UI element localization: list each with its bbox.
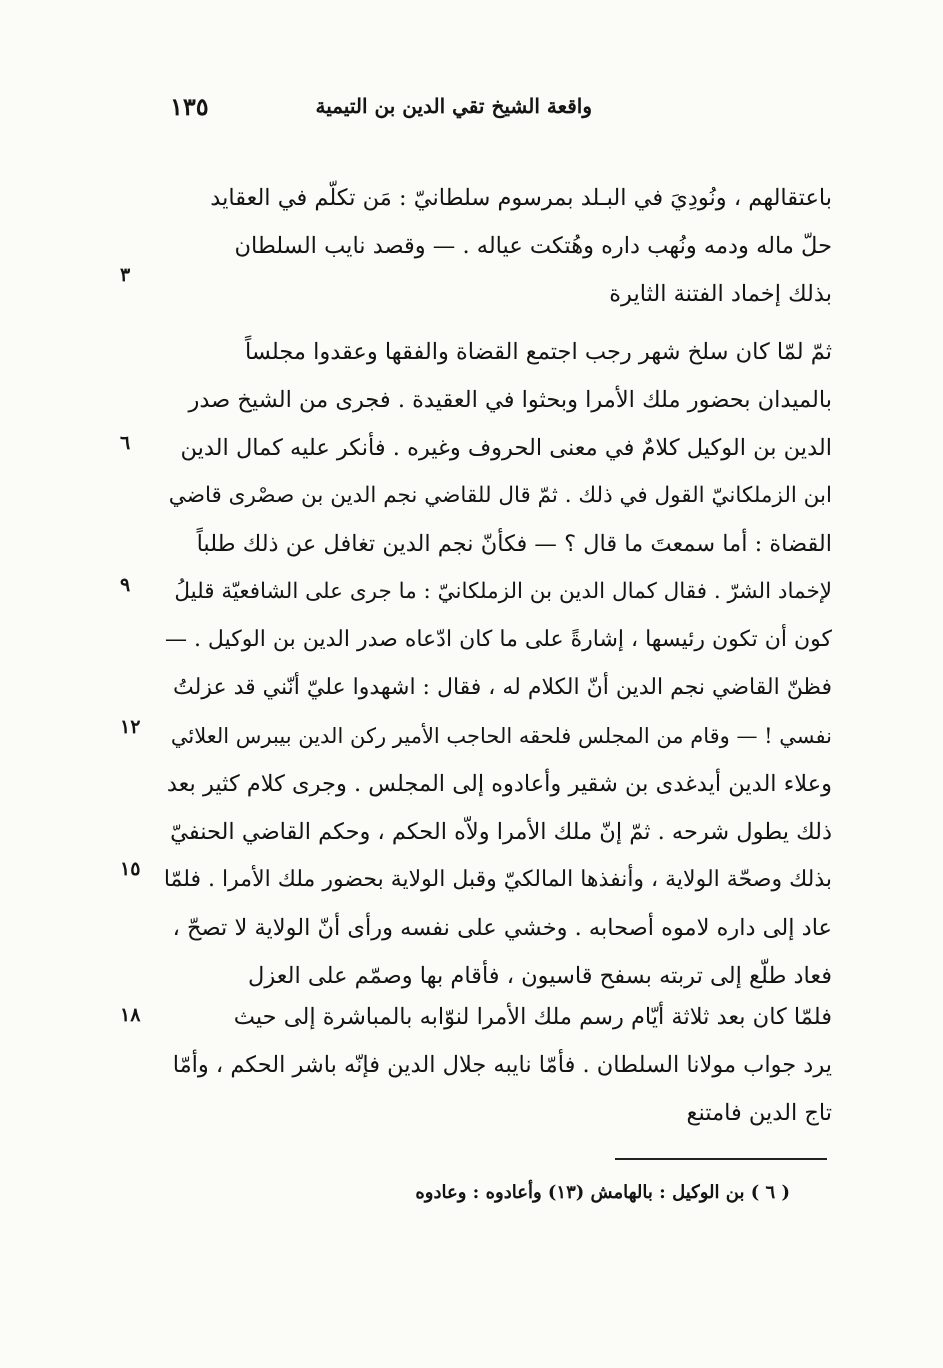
running-title: واقعة الشيخ تقي الدين بن التيمية xyxy=(315,94,592,118)
page-header xyxy=(170,86,592,126)
text-line: عاد إلى داره لاموه أصحابه . وخشي على نفسه ورأى أنّ الولاية لا تصحّ ، xyxy=(172,915,832,941)
text-line: وعلاء الدين أيدغدى بن شقير وأعادوه إلى المجلس . وجرى كلام كثير بعد xyxy=(166,771,832,797)
text-line: ابن الزملكانيّ القول في ذلك . ثمّ قال للقاضي نجم الدين بن صصْرى قاضي xyxy=(168,483,832,508)
text-line: لإخماد الشرّ . فقال كمال الدين بن الزملكانيّ : ما جرى على الشافعيّة قليلُ xyxy=(174,579,832,604)
line-number: ٣ xyxy=(120,264,131,286)
text-line: فلمّا كان بعد ثلاثة أيّام رسم ملك الأمرا لنوّابه بالمباشرة إلى حيث xyxy=(233,1004,832,1030)
paragraph-3 xyxy=(160,993,832,1137)
text-line: نفسي ! — وقام من المجلس فلحقه الحاجب الأمير ركن الدين بيبرس العلائي xyxy=(170,724,832,748)
text-line: ثمّ لمّا كان سلخ شهر رجب اجتمع القضاة والفقها وعقدوا مجلساً xyxy=(245,339,832,365)
line-number: ٦ xyxy=(120,432,131,454)
paragraph-2 xyxy=(160,328,832,1000)
text-line: القضاة : أما سمعتَ ما قال ؟ — فكأنّ نجم الدين تغافل عن ذلك طلباً xyxy=(196,531,832,557)
text-line: فظنّ القاضي نجم الدين أنّ الكلام له ، فقال : اشهدوا عليّ أنّني قد عزلتُ xyxy=(173,675,832,700)
line-number: ١٨ xyxy=(120,1004,141,1026)
paragraph-1 xyxy=(160,174,832,318)
page-number: ١٣٥ xyxy=(170,91,209,121)
line-number: ٩ xyxy=(120,574,131,596)
line-number: ١٥ xyxy=(120,858,141,880)
footnote: ( ٦ ) بن الوكيل : بالهامش (١٣) وأعادوه : وعادوه xyxy=(415,1182,790,1203)
footnote-divider xyxy=(615,1158,827,1160)
text-line: حلّ ماله ودمه ونُهب داره وهُتكت عياله . — وقصد نايب السلطان xyxy=(234,233,832,259)
text-line: تاج الدين فامتنع xyxy=(686,1100,832,1126)
text-line: بذلك إخماد الفتنة الثايرة xyxy=(609,281,832,307)
text-line: يرد جواب مولانا السلطان . فأمّا نايبه جلال الدين فإنّه باشر الحكم ، وأمّا xyxy=(172,1052,832,1078)
text-line: باعتقالهم ، ونُودِيَ في البـلد بمرسوم سلطانيّ : مَن تكلّم في العقايد xyxy=(210,185,832,211)
line-number: ١٢ xyxy=(120,716,141,738)
text-line: ذلك يطول شرحه . ثمّ إنّ ملك الأمرا ولاّه الحكم ، وحكم القاضي الحنفيّ xyxy=(170,819,832,845)
text-line: كون أن تكون رئيسها ، إشارةً على ما كان ادّعاه صدر الدين بن الوكيل . — xyxy=(164,627,832,652)
text-line: بذلك وصحّة الولاية ، وأنفذها المالكيّ وقبل الولاية بحضور ملك الأمرا . فلمّا xyxy=(163,867,832,892)
text-line: الدين بن الوكيل كلامٌ في معنى الحروف وغيره . فأنكر عليه كمال الدين xyxy=(180,435,832,461)
text-line: بالميدان بحضور ملك الأمرا وبحثوا في العقيدة . فجرى من الشيخ صدر xyxy=(188,387,832,413)
text-line: فعاد طلّع إلى تربته بسفح قاسيون ، فأقام بها وصمّم على العزل xyxy=(248,963,832,989)
